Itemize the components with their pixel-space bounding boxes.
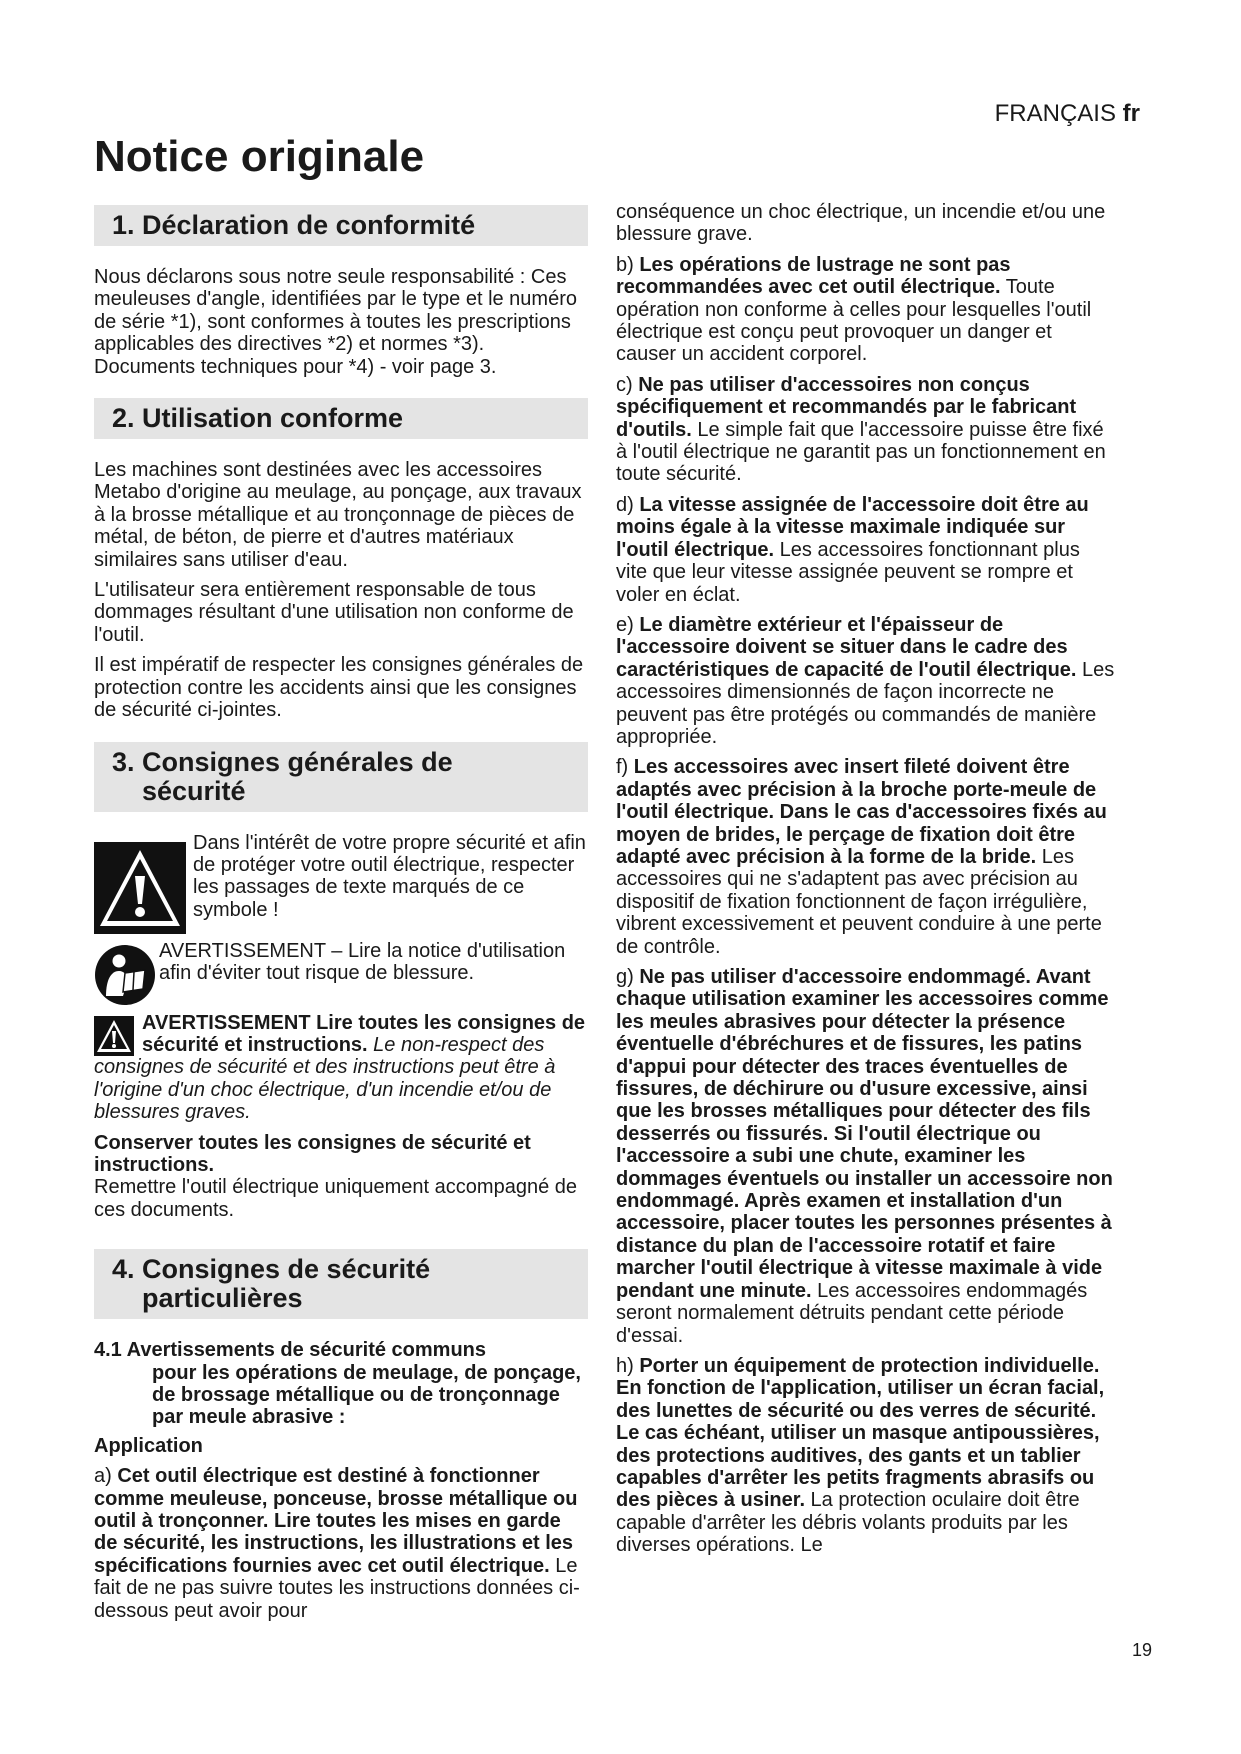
intended-use-paragraph-2: L'utilisateur sera entièrement responsable de tous dommages résultant d'une utilisation non conforme de l'outil. bbox=[94, 579, 574, 646]
general-warning-paragraph bbox=[94, 1012, 588, 1124]
item-b bbox=[616, 254, 1116, 366]
section-heading-general-safety bbox=[94, 742, 588, 812]
general-warning-italic: Le non-respect des consignes de sécurité et des instructions peut être à l'origine d'un choc électrique, d'un incendie et/ou de blessures graves. bbox=[94, 1033, 556, 1124]
item-a-text: Le fait de ne pas suivre toutes les instructions données ci-dessous peut avoir pour bbox=[94, 1554, 580, 1622]
item-c-bold: Ne pas utiliser d'accessoires non conçus spécifiquement et recommandés par le fabricant d'outils. bbox=[616, 373, 1077, 441]
declaration-paragraph: Nous déclarons sous notre seule responsabilité : Ces meuleuses d'angle, identifiées par le type et le numéro de série *1), sont conformes à toutes les prescriptions applicables des directives *2) et normes *3). Documents techniques pour *4) - voir page 3. bbox=[94, 266, 577, 378]
item-d-label: d) bbox=[616, 493, 640, 516]
language-label bbox=[960, 100, 1140, 128]
item-e-label: e) bbox=[616, 613, 640, 636]
item-f-bold: Les accessoires avec insert fileté doivent être adaptés avec précision à la broche porte-meule de l'outil électrique. Dans le cas d'accessoires fixés au moyen de brides, le perçage de fixation doit être adapté avec précision à la forme de la bride. bbox=[616, 756, 1107, 868]
item-a-label: a) bbox=[94, 1465, 118, 1488]
item-a bbox=[94, 1465, 588, 1622]
item-g bbox=[616, 966, 1116, 1347]
item-g-text: Les accessoires endommagés seront normalement détruits pendant cette période d'essai. bbox=[616, 1279, 1088, 1347]
subsection-heading-continuation: pour les opérations de meulage, de ponçage, de brossage métallique ou de tronçonnage par meule abrasive : bbox=[152, 1361, 581, 1429]
read-manual-icon bbox=[94, 944, 156, 1006]
specific-safety-heading-line-2: particulières bbox=[142, 1283, 303, 1314]
small-warning-icon bbox=[94, 1016, 134, 1056]
item-d-text: Les accessoires fonctionnant plus vite que leur vitesse assignée peuvent se rompre et voler en éclat. bbox=[616, 538, 1080, 606]
item-c bbox=[616, 374, 1116, 486]
read-manual-text: AVERTISSEMENT – Lire la notice d'utilisation afin d'éviter tout risque de blessure. bbox=[159, 939, 566, 984]
item-e-bold: Le diamètre extérieur et l'épaisseur de l'accessoire doivent se situer dans le cadre des caractéristiques de capacité de l'outil électrique. bbox=[616, 613, 1077, 681]
item-f-text: Les accessoires qui ne s'adaptent pas avec précision au dispositif de fixation fonctionnent de façon irrégulière, vibrent excessivement et peuvent conduire à une perte de contrôle. bbox=[616, 845, 1102, 958]
item-h-text: La protection oculaire doit être capable d'arrêter les débris volants produits par les diverses opérations. Le bbox=[616, 1489, 1080, 1557]
page-number: 19 bbox=[1132, 1640, 1153, 1660]
item-b-bold: Les opérations de lustrage ne sont pas recommandées avec cet outil électrique. bbox=[616, 253, 1011, 299]
language-code: fr bbox=[1122, 100, 1140, 127]
warning-triangle-icon bbox=[94, 842, 186, 934]
general-safety-heading-line-2: sécurité bbox=[142, 775, 246, 806]
item-c-text: Le simple fait que l'accessoire puisse être fixé à l'outil électrique ne garantit pas un fonctionnement en toute sécurité. bbox=[616, 418, 1106, 486]
subsection-heading-4-1 bbox=[94, 1339, 588, 1429]
item-f-label: f) bbox=[616, 756, 634, 779]
subsection-heading-line-1: 4.1 Avertissements de sécurité communs bbox=[94, 1339, 487, 1362]
section-heading-declaration: 1. Déclaration de conformité bbox=[94, 205, 588, 246]
item-e bbox=[616, 614, 1116, 748]
general-warning-bold: AVERTISSEMENT Lire toutes les consignes de sécurité et instructions. bbox=[142, 1011, 586, 1056]
document-title: Notice originale bbox=[94, 132, 425, 181]
item-d-bold: La vitesse assignée de l'accessoire doit être au moins égale à la vitesse maximale indiquée sur l'outil électrique. bbox=[616, 493, 1089, 561]
keep-instructions-text: Remettre l'outil électrique uniquement accompagné de ces documents. bbox=[94, 1176, 577, 1221]
item-h-bold: Porter un équipement de protection individuelle. En fonction de l'application, utiliser un écran facial, des lunettes de sécurité ou des verres de sécurité. Le cas échéant, utiliser un masque antipoussières, des protections auditives, des gants et un tablier capables d'arrêter les petits fragments abrasifs ou des pièces à usiner. bbox=[616, 1354, 1105, 1512]
item-f bbox=[616, 756, 1116, 958]
item-a-bold: Cet outil électrique est destiné à fonctionner comme meuleuse, ponceuse, brosse métallique ou outil à tronçonner. Lire toutes les mises en garde de sécurité, les instructions, les illustrations et les spécifications fournies avec cet outil électrique. bbox=[94, 1465, 578, 1577]
item-h bbox=[616, 1355, 1116, 1557]
language-word: FRANÇAIS bbox=[994, 100, 1116, 127]
item-e-text: Les accessoires dimensionnés de façon incorrecte ne peuvent pas être protégés ou commandés de manière appropriée. bbox=[616, 658, 1115, 748]
item-h-label: h) bbox=[616, 1354, 640, 1377]
warning-symbol-note bbox=[94, 832, 588, 934]
intended-use-paragraph-3: Il est impératif de respecter les consignes générales de protection contre les accidents ainsi que les consignes de sécurité ci-jointes. bbox=[94, 654, 584, 722]
specific-safety-heading-line-1: 4. Consignes de sécurité bbox=[112, 1254, 431, 1285]
item-c-label: c) bbox=[616, 373, 639, 396]
item-d bbox=[616, 494, 1116, 606]
warning-symbol-text: Dans l'intérêt de votre propre sécurité et afin de protéger votre outil électrique, respecter les passages de texte marqués de ce symbole ! bbox=[193, 831, 586, 921]
item-g-label: g) bbox=[616, 966, 640, 988]
item-b-label: b) bbox=[616, 253, 640, 276]
general-safety-heading-line-1: 3. Consignes générales de bbox=[112, 746, 453, 777]
left-column bbox=[94, 205, 588, 1630]
keep-instructions-bold: Conserver toutes les consignes de sécurité et instructions. bbox=[94, 1131, 531, 1176]
section-heading-specific-safety bbox=[94, 1249, 588, 1319]
section-heading-intended-use: 2. Utilisation conforme bbox=[94, 398, 588, 439]
application-heading: Application bbox=[94, 1434, 203, 1457]
intended-use-paragraph-1: Les machines sont destinées avec les accessoires Metabo d'origine au meulage, au ponçage, aux travaux à la brosse métallique et au tronçonnage de pièces de métal, de béton, de pierre et d'autres matériaux similaires sans utiliser d'eau. bbox=[94, 459, 582, 571]
item-g-bold: Ne pas utiliser d'accessoire endommagé. Avant chaque utilisation examiner les accessoires comme les meules abrasives pour détecter la présence éventuelle d'ébréchures et de fissures, les patins d'appui pour détecter des traces éventuelles de fissures, de déchirure ou d'usure excessive, ainsi que les brosses métalliques pour détecter des fils desserrés ou fissurés. Si l'outil électrique ou l'accessoire a subi une chute, examiner les dommages éventuels ou installer un accessoire non endommagé. Après examen et installation d'un accessoire, placer toutes les personnes présentes à distance du plan de l'accessoire rotatif et faire marcher l'outil électrique à vitesse maximale à vide pendant une minute. bbox=[616, 966, 1113, 1302]
continuation-text: conséquence un choc électrique, un incendie et/ou une blessure grave. bbox=[616, 201, 1106, 246]
read-manual-note bbox=[94, 940, 588, 1006]
item-b-text: Toute opération non conforme à celles pour lesquelles l'outil électrique est conçu peut provoquer un danger et causer un accident corporel. bbox=[616, 276, 1092, 366]
right-column bbox=[616, 201, 1116, 1565]
